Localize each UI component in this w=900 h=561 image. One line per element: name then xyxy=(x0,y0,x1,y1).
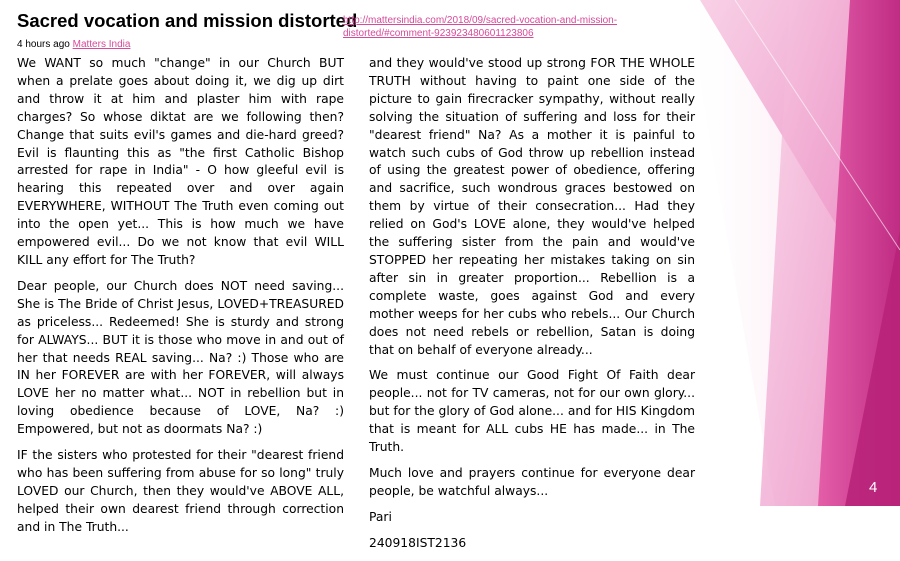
comment-right-column xyxy=(369,55,695,561)
paragraph: We WANT so much "change" in our Church BUT when a prelate goes about doing it, we dig up dirt and throw it at him and plaster him with rape charges? So whose diktat are we following then? Change that suits evil's games and die-hard greed? Evil is flaunting this as "the first Catholic Bishop arrested for rape in India" - O how gleeful evil is hearing this repeated over and over again EVERYWHERE, WITHOUT The Truth even coming out into the open yet... This is how much we have empowered evil... Do we not know that evil WILL KILL any effort for The Truth? xyxy=(17,56,344,267)
post-time: 4 hours ago xyxy=(17,39,70,50)
post-meta xyxy=(17,39,130,50)
paragraph: IF the sisters who protested for their "dearest friend who has been suffering from abuse for so long" truly LOVED our Church, then they would've ABOVE ALL, helped their own dearest friend through correction and in The Truth... xyxy=(17,448,344,534)
paragraph: Much love and prayers continue for everyone dear people, be watchful always... xyxy=(369,465,695,498)
source-link[interactable]: Matters India xyxy=(72,39,131,50)
timestamp-code: 240918IST2136 xyxy=(369,535,467,550)
paragraph: and they would've stood up strong FOR THE WHOLE TRUTH without having to paint one side of the picture to gain firecracker sympathy, without really solving the situation of suffering and loss for their "dearest friend" Na? As a mother it is painful to watch such cubs of God throw up rebellion instead of using the greatest power of obedience, offering and sacrifice, such wondrous graces bestowed on them by virtue of their consecration... Had they relied on God's LOVE alone, they would've helped the suffering sister from the pain and would've STOPPED her repeating her mistakes taking on sin after sin in greater proportion... Rebellion is a complete waste, goes against God and every mother weeps for her cubs who rebels... Our Church does not need rebels or rebellion, Satan is doing that on behalf of everyone already... xyxy=(369,56,695,357)
paragraph: Dear people, our Church does NOT need saving... She is The Bride of Christ Jesus, LOVED+TREASURED as priceless... Redeemed! She is sturdy and strong for ALWAYS... BUT it is those who move in and out of her that needs REAL saving... Na? :) Those who are IN her FOREVER are with her FOREVER, will always LOVE her no matter what... NOT in rebellion but in loving obedience because of LOVE, Na? :) Empowered, but not as doormats Na? :) xyxy=(17,278,344,437)
article-title: Sacred vocation and mission distorted xyxy=(17,10,358,31)
paragraph: We must continue our Good Fight Of Faith dear people... not for TV cameras, not for our own glory... but for the glory of God alone... and for HIS Kingdom that is meant for ALL cubs HE has made... in The Truth. xyxy=(369,368,695,455)
article-url-link[interactable]: http://mattersindia.com/2018/09/sacred-vocation-and-mission-distorted/#comment-923923480601123806 xyxy=(343,15,618,39)
slide-page-number: 4 xyxy=(869,479,878,496)
comment-left-column xyxy=(17,55,344,545)
signature: Pari xyxy=(369,509,392,524)
